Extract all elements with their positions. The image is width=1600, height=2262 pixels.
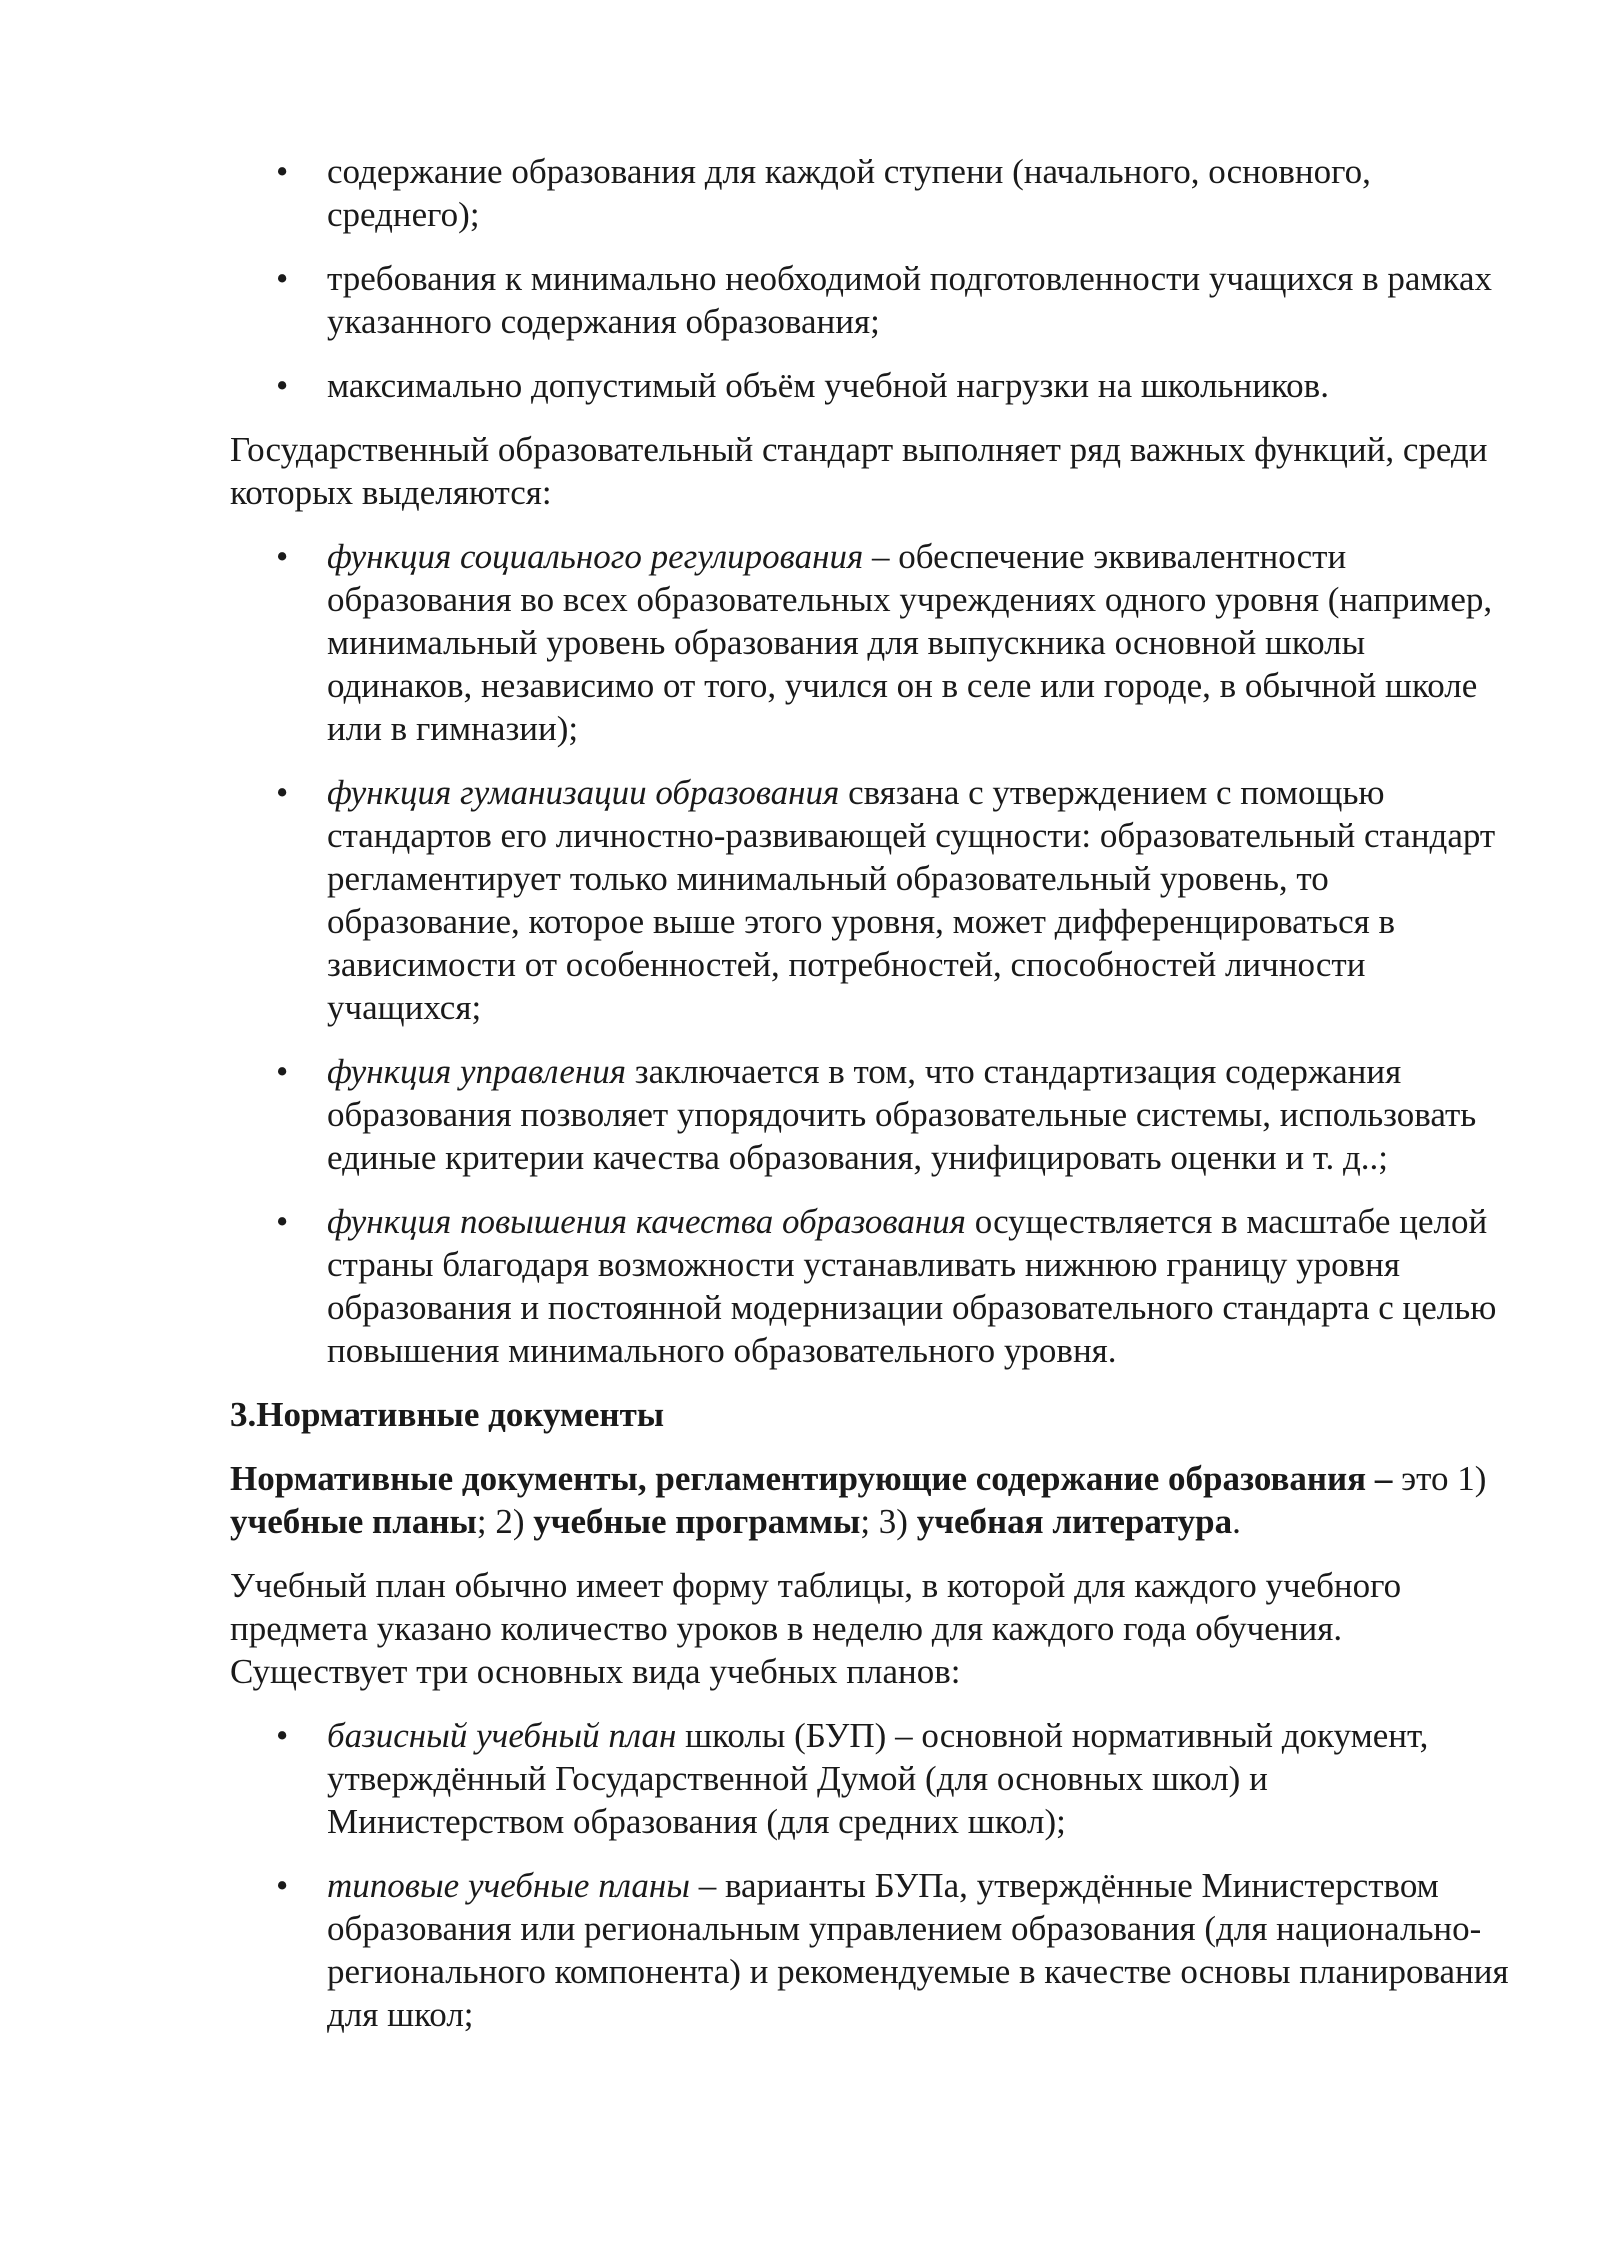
definition-text: .	[1232, 1502, 1241, 1541]
definition-term: учебные программы	[533, 1502, 861, 1541]
definition-term: учебные планы	[230, 1502, 477, 1541]
bullet: •	[276, 1716, 289, 1755]
bullet: •	[276, 152, 289, 191]
definition-term: учебная литература	[916, 1502, 1233, 1541]
list-item-text: содержание образования для каждой ступени (начального, основного, среднего);	[327, 152, 1371, 234]
list-item-text: требования к минимально необходимой подготовленности учащихся в рамках указанного содержания образования;	[327, 259, 1493, 341]
list-item	[230, 257, 1510, 343]
list-item	[230, 535, 1510, 750]
plan-description: – варианты БУПа, утверждённые Министерством образования или региональным управлением образования (для национально-регионального компонента) и рекомендуемые в качестве основы планирования для школ;	[327, 1866, 1509, 2034]
bullet: •	[276, 1202, 289, 1241]
bullet: •	[276, 366, 289, 405]
bullet: •	[276, 259, 289, 298]
curriculum-types-list	[230, 1714, 1510, 2036]
plan-term: базисный учебный план	[327, 1716, 677, 1755]
list-item	[230, 1050, 1510, 1179]
standard-functions-intro: Государственный образовательный стандарт выполняет ряд важных функций, среди которых выделяются:	[230, 430, 1488, 512]
function-description: связана с утверждением с помощью стандартов его личностно-развивающей сущности: образовательный стандарт регламентирует только минимальный образовательный уровень, то образование, которое выше этого уровня, может дифференцироваться в зависимости от особенностей, потребностей, способностей личности учащихся;	[327, 773, 1496, 1027]
list-item	[230, 1714, 1510, 1843]
function-description: – обеспечение эквивалентности образования во всех образовательных учреждениях одного уровня (например, минимальный уровень образования для выпускника основной школы одинаков, независимо от того, учился он в селе или городе, в обычной школе или в гимназии);	[327, 537, 1493, 748]
list-item	[230, 1200, 1510, 1372]
list-item	[230, 364, 1510, 407]
section-heading: 3.Нормативные документы	[230, 1395, 665, 1434]
bullet: •	[276, 773, 289, 812]
list-item-text: максимально допустимый объём учебной нагрузки на школьников.	[327, 366, 1329, 405]
standard-functions-list	[230, 535, 1510, 1372]
education-content-list	[230, 150, 1510, 407]
plan-description: школы (БУП) – основной нормативный документ, утверждённый Государственной Думой (для основных школ) и Министерством образования (для средних школ);	[327, 1716, 1429, 1841]
function-term: функция управления	[327, 1052, 627, 1091]
definition-text: ; 3)	[860, 1502, 917, 1541]
definition-lead: Нормативные документы, регламентирующие содержание образования –	[230, 1459, 1393, 1498]
plan-term: типовые учебные планы	[327, 1866, 690, 1905]
function-term: функция повышения качества образования	[327, 1202, 966, 1241]
list-item	[230, 771, 1510, 1029]
bullet: •	[276, 537, 289, 576]
curriculum-paragraph: Учебный план обычно имеет форму таблицы, в которой для каждого учебного предмета указано количество уроков в неделю для каждого года обучения. Существует три основных вида учебных планов:	[230, 1566, 1402, 1691]
function-term: функция гуманизации образования	[327, 773, 840, 812]
definition-text: это 1)	[1392, 1459, 1487, 1498]
list-item	[230, 1864, 1510, 2036]
bullet: •	[276, 1866, 289, 1905]
normative-documents-definition	[230, 1457, 1510, 1543]
function-term: функция социального регулирования	[327, 537, 864, 576]
document-page	[230, 150, 1510, 2057]
function-description: осуществляется в масштабе целой страны благодаря возможности устанавливать нижнюю границу уровня образования и постоянной модернизации образовательного стандарта с целью повышения минимального образовательного уровня.	[327, 1202, 1497, 1370]
bullet: •	[276, 1052, 289, 1091]
definition-text: ; 2)	[476, 1502, 534, 1541]
list-item	[230, 150, 1510, 236]
function-description: заключается в том, что стандартизация содержания образования позволяет упорядочить образовательные системы, использовать единые критерии качества образования, унифицировать оценки и т. д..;	[327, 1052, 1477, 1177]
